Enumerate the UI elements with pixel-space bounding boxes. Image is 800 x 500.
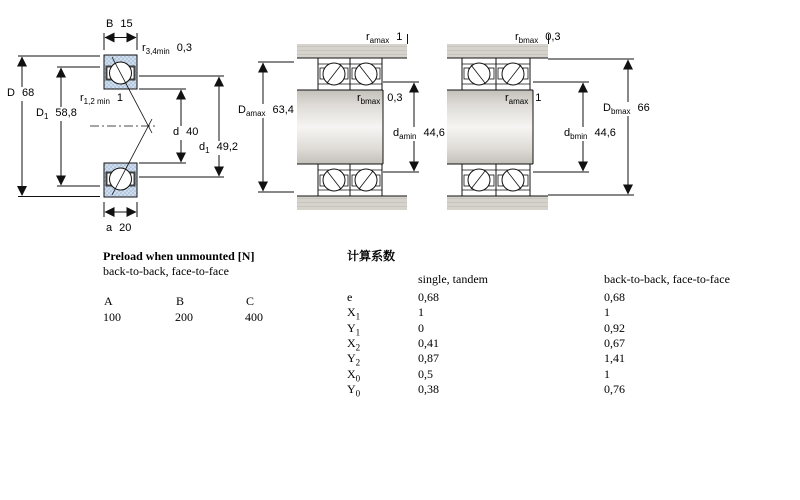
preload-value-b: 200	[175, 310, 193, 324]
factor-row-paired: 0,68	[604, 290, 625, 304]
dim-label-D1: $D_1$ 58,8	[36, 107, 77, 122]
dim-label-D: D 68	[5, 87, 36, 101]
preload-title: Preload when unmounted [N]	[103, 249, 255, 263]
dim-label-D-bmax: $D_{bmax}$ 66	[603, 102, 650, 117]
preload-col-header-a: A	[104, 294, 113, 308]
factors-col-header-single: single, tandem	[418, 272, 488, 286]
factor-row-paired: 0,76	[604, 382, 625, 396]
preload-value-a: 100	[103, 310, 121, 324]
preload-table	[103, 249, 323, 339]
mounted-pair-b	[447, 34, 634, 210]
factor-row-single: 0,87	[418, 351, 439, 365]
factor-row-label: $X_1$	[347, 305, 361, 322]
factor-row-single: 0,41	[418, 336, 439, 350]
dim-label-d1: $d_1$ 49,2	[199, 141, 238, 156]
factor-row-single: 1	[418, 305, 424, 319]
factor-row-paired: 1	[604, 367, 610, 381]
single-bearing-section	[18, 33, 224, 217]
factor-row-label: $Y_0$	[347, 382, 361, 399]
dim-label-D-amax: $D_{amax}$ 63,4	[238, 104, 294, 119]
dim-label-r34: $r_{3,4min}$ 0,3	[142, 42, 192, 57]
preload-col-header-c: C	[246, 294, 255, 308]
dim-label-d-bmin: $d_{bmin}$ 44,6	[564, 127, 616, 142]
dim-label-d-amin: $d_{amin}$ 44,6	[393, 127, 445, 142]
dim-label-r-bmax-right: $r_{bmax}$ 0,3	[515, 31, 561, 46]
factor-row-label: $Y_1$	[347, 321, 361, 338]
dim-label-r12: $r_{1,2 min}$ 1	[80, 92, 124, 107]
preload-subtitle: back-to-back, face-to-face	[103, 264, 229, 278]
factor-row-paired: 1,41	[604, 351, 625, 365]
dim-label-r-amax-right: $r_{amax}$ 1	[505, 92, 542, 107]
dim-label-a: a 20	[106, 222, 132, 234]
dim-label-r-amax-mid: $r_{amax}$ 1	[366, 31, 403, 46]
dim-label-r-bmax-mid: $r_{bmax}$ 0,3	[357, 92, 403, 107]
factor-row-label: $X_0$	[347, 367, 361, 384]
factor-row-single: 0,5	[418, 367, 433, 381]
factor-row-paired: 0,92	[604, 321, 625, 335]
factor-row-single: 0,38	[418, 382, 439, 396]
factors-col-header-paired: back-to-back, face-to-face	[604, 272, 730, 286]
preload-col-header-b: B	[176, 294, 185, 308]
factor-row-single: 0,68	[418, 290, 439, 304]
factor-row-label: $X_2$	[347, 336, 361, 353]
mounted-pair-a	[258, 34, 419, 210]
dim-label-d: d 40	[171, 126, 200, 140]
factor-row-label: e	[347, 290, 353, 304]
factor-row-paired: 0,67	[604, 336, 625, 350]
factors-title: 计算系数	[347, 249, 396, 263]
preload-value-c: 400	[245, 310, 263, 324]
calculation-factors-table	[345, 249, 745, 409]
dim-label-B: B 15	[106, 18, 133, 30]
factor-row-label: $Y_2$	[347, 351, 361, 368]
factor-row-single: 0	[418, 321, 424, 335]
factor-row-paired: 1	[604, 305, 610, 319]
